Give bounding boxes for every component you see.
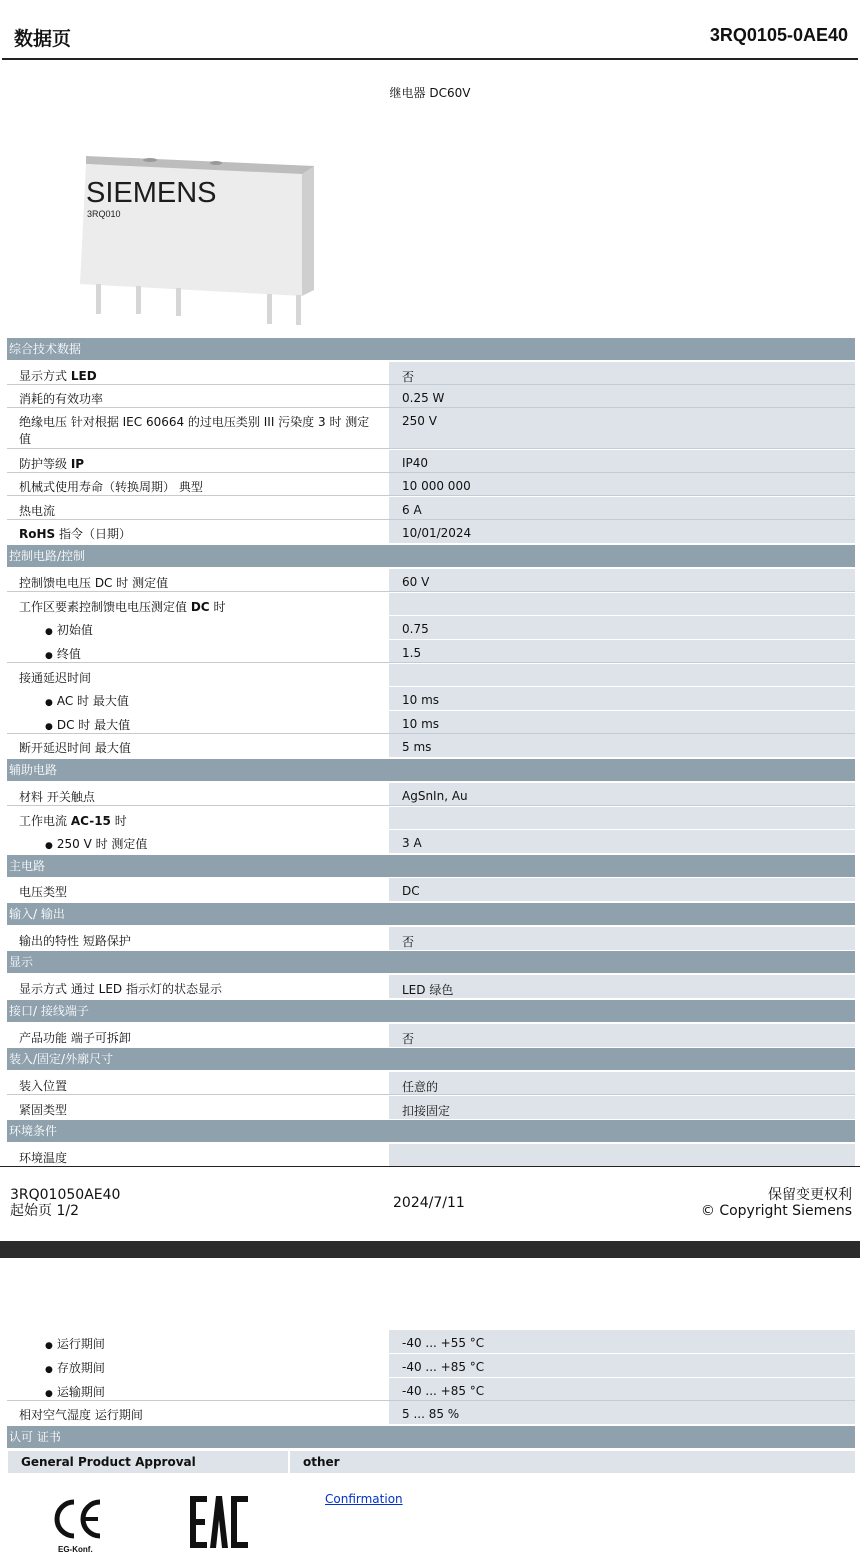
row-contact-material: 材料 开关触点 AgSnIn, Au xyxy=(7,783,855,806)
ce-mark-icon xyxy=(48,1496,108,1554)
brand-text: SIEMENS xyxy=(86,177,217,209)
section-main: 主电路 xyxy=(7,855,855,877)
row-display-led: 显示方式 LED 否 xyxy=(7,362,855,385)
row-rohs: RoHS 指令（日期） 10/01/2024 xyxy=(7,520,855,543)
row-temp-transport: ● 运输期间 -40 ... +85 °C xyxy=(7,1378,855,1401)
section-approvals: 认可 证书 xyxy=(7,1426,855,1448)
confirmation-link[interactable]: Confirmation xyxy=(325,1492,403,1506)
page-header xyxy=(0,0,860,60)
row-control-voltage: 控制馈电电压 DC 时 测定值 60 V xyxy=(7,569,855,592)
section-ambient: 环境条件 xyxy=(7,1120,855,1142)
row-power: 消耗的有效功率 0.25 W xyxy=(7,385,855,408)
section-io: 输入/ 输出 xyxy=(7,903,855,925)
ce-label: EG-Konf. xyxy=(58,1545,93,1554)
row-led-status: 显示方式 通过 LED 指示灯的状态显示 LED 绿色 xyxy=(7,975,855,998)
row-temp-operating: ● 运行期间 -40 ... +55 °C xyxy=(7,1330,855,1353)
row-off-delay: 断开延迟时间 最大值 5 ms xyxy=(7,734,855,757)
row-initial-value: ● 初始值 0.75 xyxy=(7,616,855,639)
row-temp-storage: ● 存放期间 -40 ... +85 °C xyxy=(7,1354,855,1377)
approval-col-other: other xyxy=(290,1451,855,1473)
header-divider xyxy=(2,58,858,60)
approval-col-general: General Product Approval xyxy=(8,1451,288,1473)
row-on-delay: 接通延迟时间 xyxy=(7,664,855,686)
footer-rights: 保留变更权利 xyxy=(768,1187,852,1203)
section-control: 控制电路/控制 xyxy=(7,545,855,567)
row-on-delay-dc: ● DC 时 最大值 10 ms xyxy=(7,711,855,734)
model-text: 3RQ010 xyxy=(87,209,121,219)
relay-product-image xyxy=(74,150,324,330)
row-mounting-position: 装入位置 任意的 xyxy=(7,1072,855,1095)
footer-copyright: © Copyright Siemens xyxy=(700,1203,852,1219)
page-title: 数据页 xyxy=(14,28,72,50)
row-voltage-type: 电压类型 DC xyxy=(7,878,855,901)
row-ip: 防护等级 IP IP40 xyxy=(7,450,855,473)
product-subtitle: 继电器 DC60V xyxy=(389,86,471,100)
footer-page: 起始页 1/2 xyxy=(10,1203,79,1219)
row-short-circuit: 输出的特性 短路保护 否 xyxy=(7,927,855,950)
section-mounting: 装入/固定/外廓尺寸 xyxy=(7,1048,855,1070)
row-humidity: 相对空气湿度 运行期间 5 ... 85 % xyxy=(7,1401,855,1424)
row-mech-life: 机械式使用寿命（转换周期） 典型 10 000 000 xyxy=(7,473,855,496)
footer-date: 2024/7/11 xyxy=(393,1195,465,1211)
section-aux: 辅助电路 xyxy=(7,759,855,781)
row-removable-terminal: 产品功能 端子可拆卸 否 xyxy=(7,1024,855,1047)
section-general: 综合技术数据 xyxy=(7,338,855,360)
row-operating-range: 工作区要素控制馈电电压测定值 DC 时 xyxy=(7,593,855,615)
row-thermal-current: 热电流 6 A xyxy=(7,497,855,520)
row-on-delay-ac: ● AC 时 最大值 10 ms xyxy=(7,687,855,710)
row-ambient-temp: 环境温度 xyxy=(7,1144,855,1166)
section-display: 显示 xyxy=(7,951,855,973)
eac-mark-icon xyxy=(190,1496,250,1548)
row-fastening: 紧固类型 扣接固定 xyxy=(7,1096,855,1119)
row-insulation: 绝缘电压 针对根据 IEC 60664 的过电压类别 III 污染度 3 时 测定值 250 V xyxy=(7,408,855,449)
product-code: 3RQ0105-0AE40 xyxy=(709,25,848,45)
page-bottom-rule xyxy=(0,1166,860,1167)
row-250v-rated: ● 250 V 时 测定值 3 A xyxy=(7,830,855,853)
section-interface: 接口/ 接线端子 xyxy=(7,1000,855,1022)
footer-code: 3RQ01050AE40 xyxy=(10,1187,121,1203)
row-operating-current: 工作电流 AC-15 时 xyxy=(7,807,855,829)
row-final-value: ● 终值 1.5 xyxy=(7,640,855,663)
page-separator xyxy=(0,1241,860,1258)
